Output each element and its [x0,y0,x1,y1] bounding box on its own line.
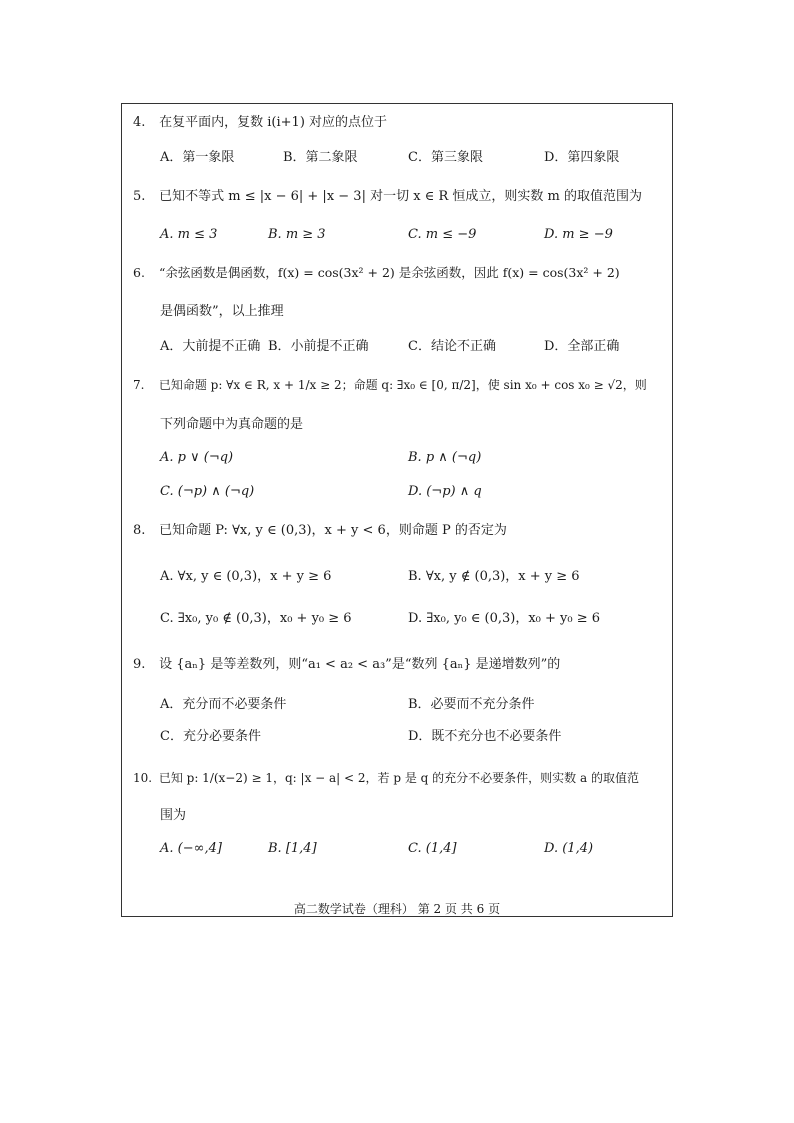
question-number: 5. [133,189,146,204]
option-b: B. p ∧ (¬q) [408,450,482,465]
option-b: B. [1,4] [268,841,317,856]
option-c: C. m ≤ −9 [408,227,477,242]
option-d: D. (1,4) [544,841,594,856]
question-number: 6. [133,265,145,280]
option-c: C．第三象限 [408,150,483,165]
question-10 [133,768,639,788]
option-a: A. (−∞,4] [160,841,222,856]
option-d: D．全部正确 [544,339,620,354]
question-stem: 已知不等式 m ≤ |x − 6| + |x − 3| 对一切 x ∈ R 恒成立，则实数 m 的取值范围为 [159,189,642,204]
question-stem: 在复平面内，复数 i(i+1) 对应的点位于 [159,115,388,130]
option-a: A．第一象限 [160,150,235,165]
option-a: A. m ≤ 3 [160,227,218,242]
question-stem: 已知命题 P: ∀x, y ∈ (0,3)，x + y < 6，则命题 P 的否定为 [159,523,507,538]
question-stem: 设 {aₙ} 是等差数列，则“a₁ < a₂ < a₃”是“数列 {aₙ} 是递增数列”的 [159,657,561,672]
question-number: 7. [133,378,145,392]
question-stem-line1: 已知命题 p: ∀x ∈ R, x + 1/x ≥ 2；命题 q: ∃x₀ ∈ [0, π/2]，使 sin x₀ + cos x₀ ≥ √2，则 [158,378,647,392]
question-6 [133,263,620,283]
option-b: B．必要而不充分条件 [408,697,535,712]
option-a: A．大前提不正确 [160,339,261,354]
option-d: D. (¬p) ∧ q [408,484,482,499]
option-b: B．小前提不正确 [268,339,369,354]
question-7 [133,375,647,395]
option-b: B. m ≥ 3 [268,227,326,242]
option-c: C. (¬p) ∧ (¬q) [160,484,255,499]
option-d: D．既不充分也不必要条件 [408,729,562,744]
question-number: 9. [133,657,146,672]
option-d: D. m ≥ −9 [544,227,613,242]
question-number: 4. [133,115,146,130]
page-footer: 高二数学试卷（理科） 第 2 页 共 6 页 [293,902,501,916]
option-a: A. ∀x, y ∈ (0,3)，x + y ≥ 6 [160,569,332,584]
option-c: C. (1,4] [408,841,457,856]
option-d: D．第四象限 [544,150,620,165]
question-number: 8. [133,523,146,538]
option-a: A. p ∨ (¬q) [160,450,234,465]
question-number: 10. [133,771,153,785]
question-6-line2: 是偶函数”，以上推理 [160,304,284,319]
question-stem-line1: 已知 p: 1/(x−2) ≥ 1，q: |x − a| < 2，若 p 是 q 的充分不必要条件，则实数 a 的取值范 [158,771,639,785]
question-10-line2: 围为 [160,808,187,823]
option-b: B．第二象限 [283,150,358,165]
question-7-line2: 下列命题中为真命题的是 [160,417,304,432]
option-b: B. ∀x, y ∉ (0,3)，x + y ≥ 6 [408,569,580,584]
question-4 [133,113,387,133]
question-5 [133,187,642,207]
option-c: C．结论不正确 [408,339,496,354]
question-9 [133,655,560,675]
option-a: A．充分而不必要条件 [160,697,287,712]
option-c: C．充分必要条件 [160,729,261,744]
option-d: D. ∃x₀, y₀ ∈ (0,3)，x₀ + y₀ ≥ 6 [408,611,601,626]
question-8 [133,521,507,541]
question-stem-line1: “余弦函数是偶函数，f(x) = cos(3x² + 2) 是余弦函数，因此 f(x) = cos(3x² + 2) [158,265,620,280]
option-c: C. ∃x₀, y₀ ∉ (0,3)，x₀ + y₀ ≥ 6 [160,611,352,626]
